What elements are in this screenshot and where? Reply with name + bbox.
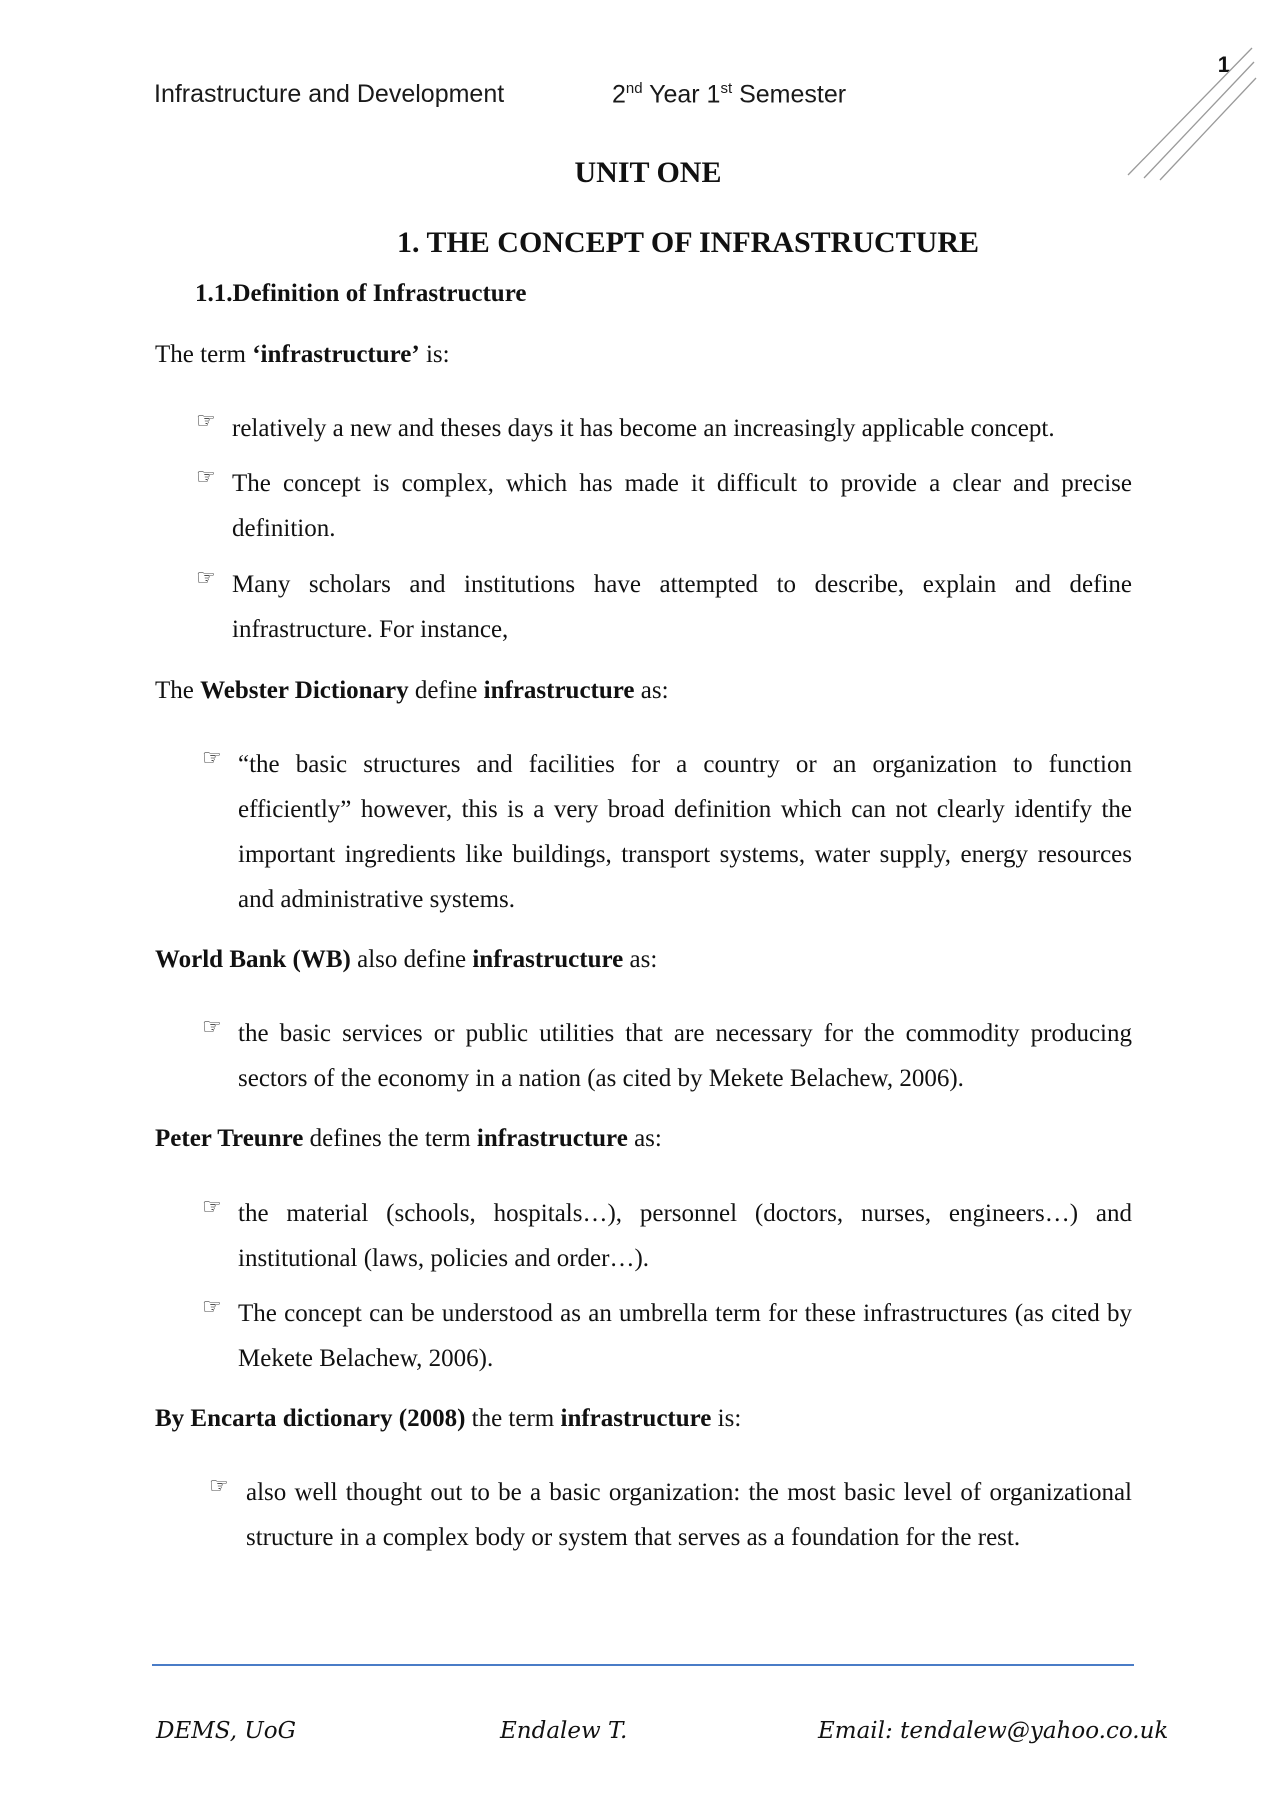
pointing-hand-icon: ☞ (202, 1194, 222, 1219)
section-heading: 1.1.Definition of Infrastructure (195, 280, 527, 307)
intro-bullet-1: relatively a new and theses days it has become an increasingly applicable concept. (232, 415, 1055, 442)
encarta-heading: By Encarta dictionary (2008) the term infrastructure is: (155, 1405, 742, 1432)
pointing-hand-icon: ☞ (209, 1473, 229, 1498)
webster-definition: “the basic structures and facilities for a country or an organization to function efficiently” however, this is a very broad definition which can not clearly identify the important ingredients like buildings, transport systems, water supply, energy resources and administrative systems. (238, 751, 1132, 913)
page-number: 1 (1217, 52, 1230, 77)
intro-bullet-2: The concept is complex, which has made it difficult to provide a clear and precise definition. (232, 470, 1132, 542)
treunre-heading: Peter Treunre defines the term infrastructure as: (155, 1125, 662, 1152)
footer-rule (152, 1664, 1134, 1666)
intro-line: The term ‘infrastructure’ is: (155, 341, 450, 368)
treunre-definition-2: The concept can be understood as an umbrella term for these infrastructures (as cited by Mekete Belachew, 2006). (238, 1300, 1132, 1372)
chapter-title: 1. THE CONCEPT OF INFRASTRUCTURE (396, 226, 980, 259)
pointing-hand-icon: ☞ (202, 1294, 222, 1319)
unit-title: UNIT ONE (574, 156, 722, 189)
worldbank-definition: the basic services or public utilities that are necessary for the commodity producing sectors of the economy in a nation (as cited by Mekete Belachew, 2006). (238, 1020, 1132, 1092)
webster-heading: The Webster Dictionary define infrastructure as: (155, 677, 669, 704)
pointing-hand-icon: ☞ (196, 464, 216, 489)
pointing-hand-icon: ☞ (202, 1014, 222, 1039)
footer-author: Endalew T. (500, 1718, 628, 1744)
footer-department: DEMS, UoG (156, 1718, 296, 1744)
footer-email: Email: tendalew@yahoo.co.uk (818, 1718, 1169, 1744)
header-course: Infrastructure and Development (154, 80, 505, 108)
pointing-hand-icon: ☞ (196, 565, 216, 590)
pointing-hand-icon: ☞ (196, 408, 216, 433)
treunre-definition-1: the material (schools, hospitals…), personnel (doctors, nurses, engineers…) and institutional (laws, policies and order…). (238, 1200, 1132, 1272)
intro-bullet-3: Many scholars and institutions have attempted to describe, explain and define infrastructure. For instance, (232, 571, 1132, 643)
header-semester: 2nd Year 1st Semester (612, 80, 847, 109)
encarta-definition: also well thought out to be a basic organization: the most basic level of organizational structure in a complex body or system that serves as a foundation for the rest. (246, 1479, 1132, 1551)
pointing-hand-icon: ☞ (202, 745, 222, 770)
worldbank-heading: World Bank (WB) also define infrastructure as: (155, 946, 658, 973)
